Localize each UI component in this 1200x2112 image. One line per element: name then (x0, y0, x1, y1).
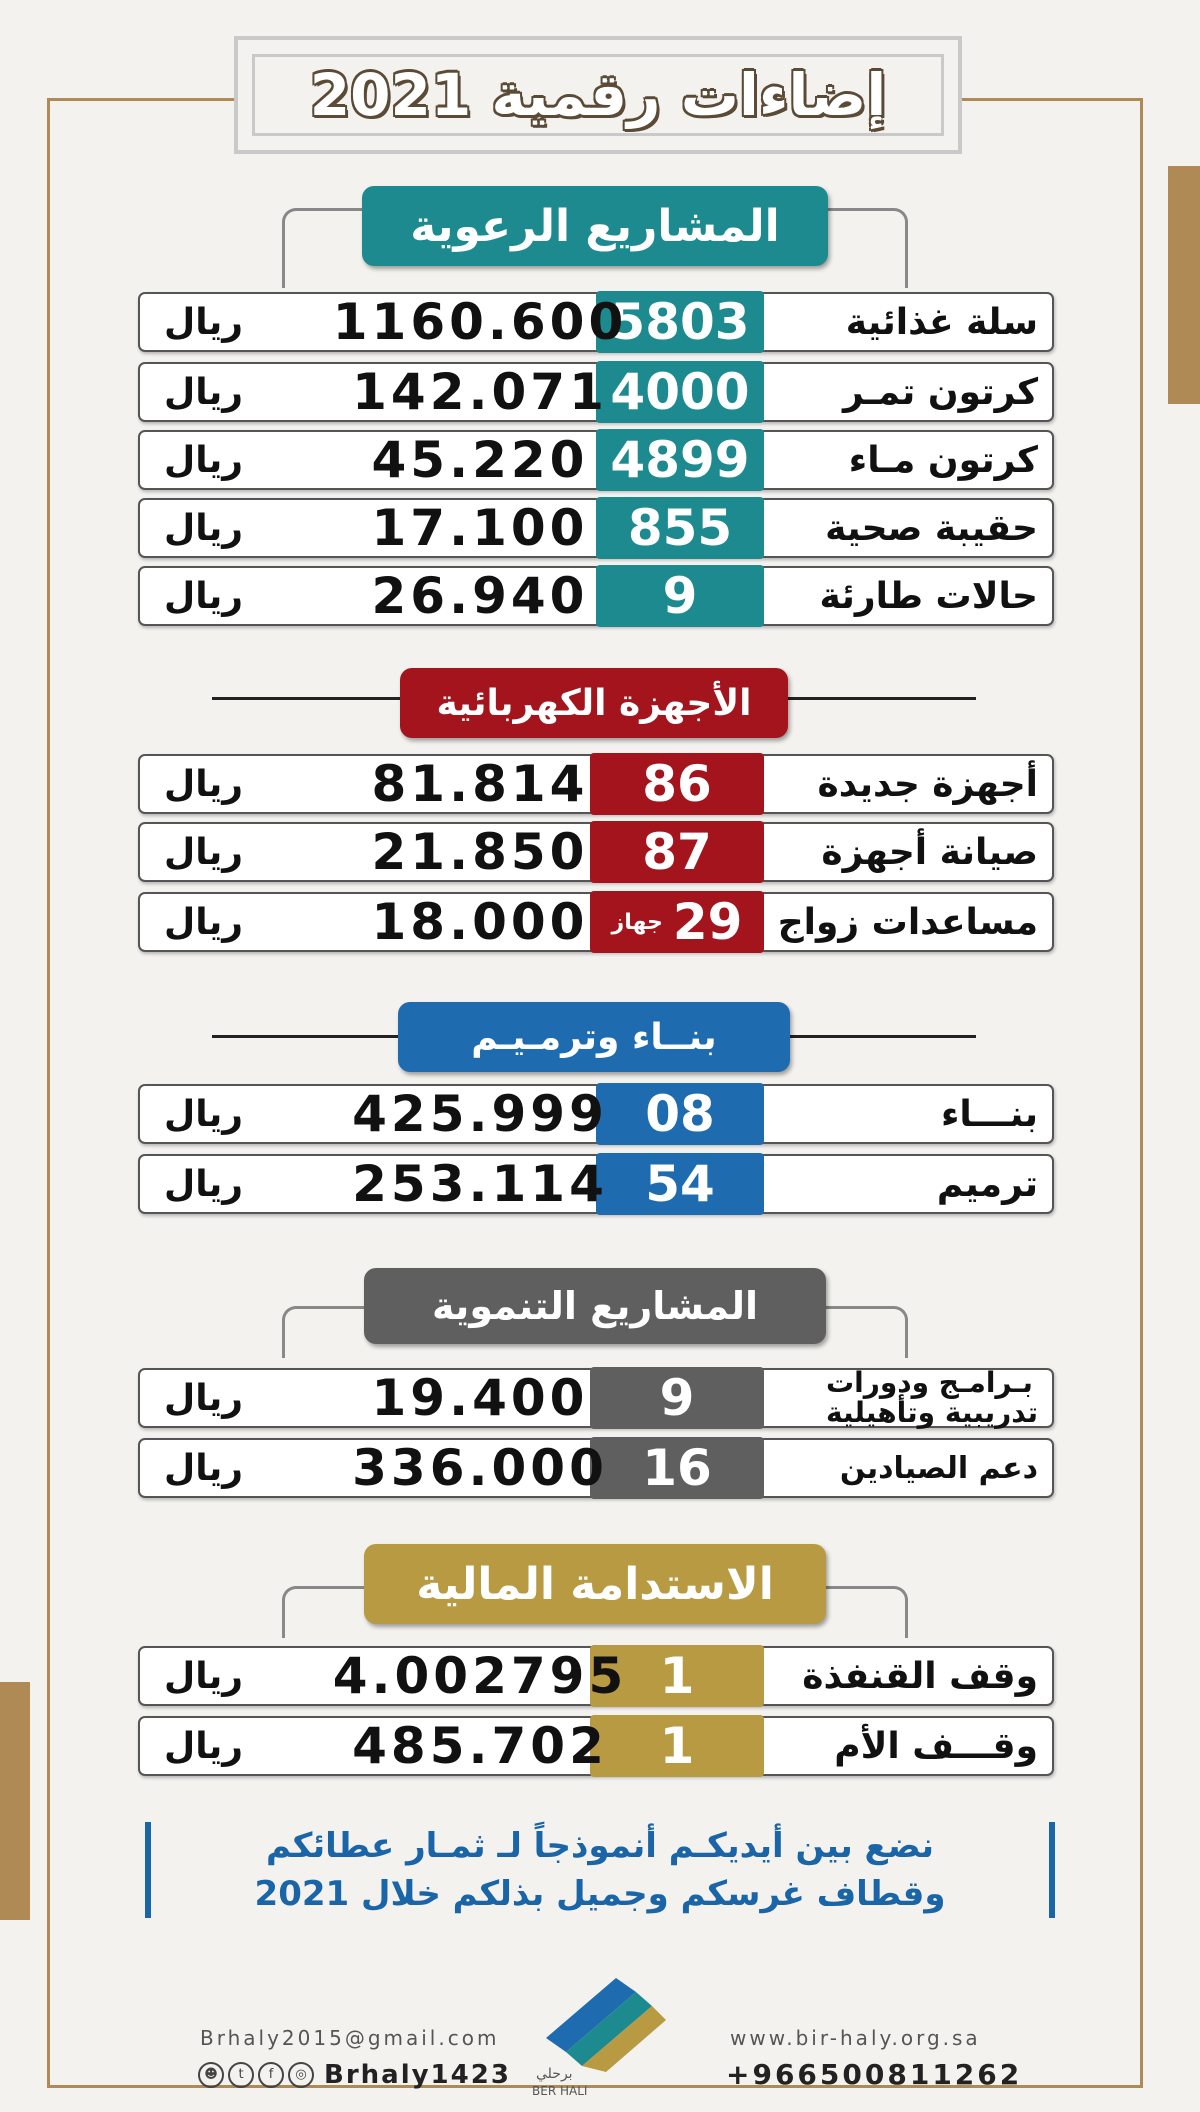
table-row (138, 892, 1054, 952)
section-title-development: المشاريع التنموية (364, 1268, 826, 1344)
row-amount: 253.114 (352, 1155, 608, 1213)
row-amount: 485.702 (352, 1717, 608, 1775)
left-accent-bar (0, 1682, 30, 1920)
table-row (138, 566, 1054, 626)
footer-website[interactable]: www.bir-haly.org.sa (730, 2026, 981, 2050)
row-label: حقيبة صحية (825, 507, 1038, 549)
logo-text-english: BER HALI (532, 2084, 588, 2098)
row-count: 4899 (596, 429, 764, 491)
row-count: 08 (596, 1083, 764, 1145)
quote-bar-left (145, 1822, 151, 1918)
row-currency: ريال (164, 1377, 243, 1419)
row-currency: ريال (164, 439, 243, 481)
row-label: مساعدات زواج (777, 901, 1038, 943)
table-row (138, 754, 1054, 814)
footer-email[interactable]: Brhaly2015@gmail.com (200, 2026, 500, 2050)
row-currency: ريال (164, 1655, 243, 1697)
row-count: 86 (590, 753, 764, 815)
row-count: 4000 (596, 361, 764, 423)
row-amount: 45.220 (371, 431, 589, 489)
table-row (138, 1368, 1054, 1428)
row-count: 5803 (596, 291, 764, 353)
instagram-icon[interactable]: ◎ (288, 2062, 314, 2088)
row-amount: 21.850 (371, 823, 589, 881)
table-row (138, 1646, 1054, 1706)
row-amount: 81.814 (371, 755, 589, 813)
row-amount: 425.999 (352, 1085, 608, 1143)
closing-quote (145, 1822, 1055, 1918)
row-label: حالات طارئة (819, 575, 1038, 617)
row-currency: ريال (164, 763, 243, 805)
table-row (138, 292, 1054, 352)
row-count: 855 (596, 497, 764, 559)
row-label-line1: بـرامـج ودورات (825, 1366, 1033, 1399)
row-count-unit: جهاز (611, 909, 663, 935)
table-row (138, 498, 1054, 558)
row-currency: ريال (164, 1093, 243, 1135)
row-label: أجهزة جديدة (817, 763, 1038, 805)
row-currency: ريال (164, 575, 243, 617)
row-amount: 336.000 (352, 1439, 608, 1497)
table-row (138, 362, 1054, 422)
table-row (138, 1084, 1054, 1144)
row-amount: 26.940 (371, 567, 589, 625)
row-amount: 18.000 (371, 893, 589, 951)
row-label: دعم الصيادين (839, 1450, 1038, 1486)
quote-line-1: نضع بين أيديكـم أنموذجاً لـ ثمـار عطائكم (265, 1826, 935, 1866)
row-count: 54 (596, 1153, 764, 1215)
quote-bar-right (1049, 1822, 1055, 1918)
footer-handle[interactable]: Brhaly1423 (324, 2060, 511, 2090)
row-count: 87 (590, 821, 764, 883)
row-currency: ريال (164, 1725, 243, 1767)
row-amount: 1160.600 (332, 293, 628, 351)
logo-mark-icon (526, 1968, 676, 2074)
row-label: وقف القنفذة (802, 1655, 1038, 1697)
row-label-line2: تدريبية وتأهيلية (825, 1396, 1038, 1429)
facebook-icon[interactable]: f (258, 2062, 284, 2088)
row-label: كرتون تمـر (842, 371, 1038, 413)
row-amount: 19.400 (371, 1369, 589, 1427)
row-label (825, 1366, 1038, 1429)
row-label: صيانة أجهزة (821, 831, 1038, 873)
footer-social-row (198, 2060, 511, 2090)
row-count: 16 (590, 1437, 764, 1499)
table-row (138, 1154, 1054, 1214)
section-title-pastoral: المشاريع الرعوية (362, 186, 828, 266)
row-amount: 17.100 (371, 499, 589, 557)
row-currency: ريال (164, 1163, 243, 1205)
section-title-electrical: الأجهزة الكهربائية (400, 668, 788, 738)
table-row (138, 430, 1054, 490)
row-label: بنـــاء (940, 1093, 1038, 1135)
row-label: وقـــف الأم (834, 1725, 1038, 1767)
table-row (138, 1716, 1054, 1776)
row-count: 1 (590, 1645, 764, 1707)
organization-logo (526, 1968, 676, 2108)
table-row (138, 822, 1054, 882)
row-currency: ريال (164, 371, 243, 413)
snapchat-icon[interactable]: ☻ (198, 2062, 224, 2088)
row-label: سلة غذائية (845, 301, 1038, 343)
row-currency: ريال (164, 301, 243, 343)
quote-line-2: وقطاف غرسكم وجميل بذلكم خلال 2021 (254, 1874, 946, 1914)
row-count: 1 (590, 1715, 764, 1777)
section-title-sustainability: الاستدامة المالية (364, 1544, 826, 1624)
row-currency: ريال (164, 1447, 243, 1489)
row-label: ترميم (936, 1163, 1038, 1205)
row-currency: ريال (164, 507, 243, 549)
row-currency: ريال (164, 831, 243, 873)
row-count-value: 29 (672, 893, 743, 951)
row-count: 9 (596, 565, 764, 627)
logo-text-arabic: برحلي (536, 2066, 573, 2082)
twitter-icon[interactable]: t (228, 2062, 254, 2088)
row-amount: 142.071 (352, 363, 608, 421)
footer-phone[interactable]: +966500811262 (726, 2058, 1023, 2091)
row-label: كرتون مـاء (848, 439, 1038, 481)
section-title-construction: بنــاء وترمـيـم (398, 1002, 790, 1072)
row-amount: 4.002795 (332, 1647, 628, 1705)
right-accent-bar (1168, 166, 1200, 404)
table-row (138, 1438, 1054, 1498)
row-currency: ريال (164, 901, 243, 943)
page-title-box (234, 36, 962, 154)
row-count: 9 (590, 1367, 764, 1429)
page-title: إضاءات رقمية 2021 (309, 61, 887, 129)
